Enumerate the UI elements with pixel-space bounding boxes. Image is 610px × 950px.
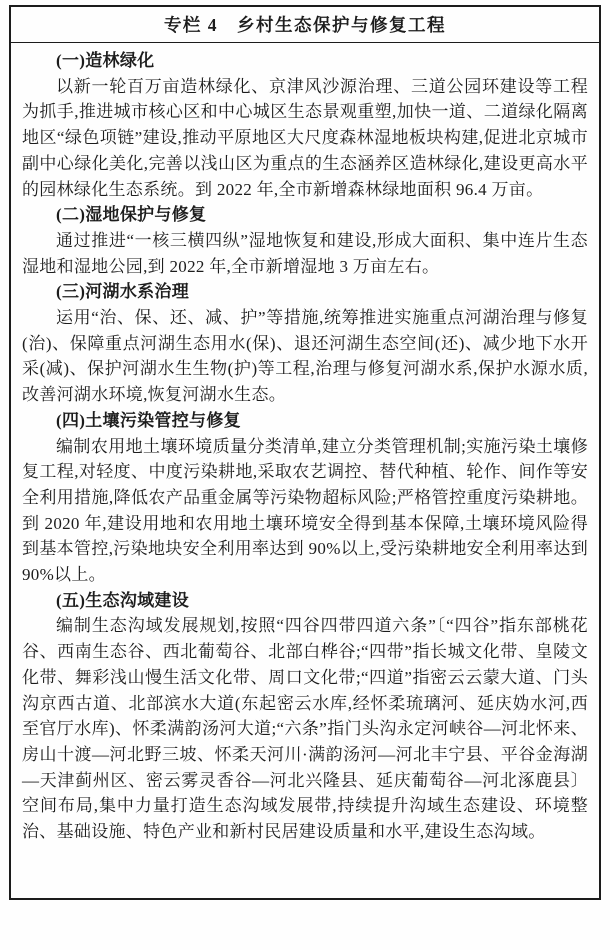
section-paragraph: 编制农用地土壤环境质量分类清单,建立分类管理机制;实施污染土壤修复工程,对轻度、中度污染耕地,采取农艺调控、替代种植、轮作、间作等安全利用措施,降低农产品重金属等污染物超标风险;严格管控重度污染耕地。到 2020 年,建设用地和农用地土壤环境安全得到基本保障,土壤环境风险得到基本管控,污染地块安全利用率达到 90%以上,受污染耕地安全利用率达到 90%以上。 <box>22 436 588 585</box>
section-paragraph: 编制生态沟域发展规划,按照“四谷四带四道六条”〔“四谷”指东部桃花谷、西南生态谷、西北葡萄谷、北部白桦谷;“四带”指长城文化带、皇陵文化带、舞彩浅山慢生活文化带、周口文化带;“四道”指密云云蒙大道、门头沟京西古道、北部滨水大道(东起密云水库,经怀柔琉璃河、延庆妫水河,西至官厅水库)、怀柔满韵汤河大道;“六条”指门头沟永定河峡谷—河北怀来、房山十渡—河北野三坡、怀柔天河川·满韵汤河—河北丰宁县、平谷金海湖—天津蓟州区、密云雾灵香谷—河北兴隆县、延庆葡萄谷—河北涿鹿县〕空间布局,集中力量打造生态沟域发展带,持续提升沟域生态建设、环境整治、基础设施、特色产业和新村民居建设质量和水平,建设生态沟域。 <box>22 616 588 842</box>
box-body <box>11 43 599 845</box>
section-heading: (三)河湖水系治理 <box>56 282 190 302</box>
section <box>22 279 588 408</box>
section-heading: (一)造林绿化 <box>56 51 155 70</box>
section-paragraph: 运用“治、保、还、减、护”等措施,统筹推进实施重点河湖治理与修复(治)、保障重点河湖生态用水(保)、退还河湖生态空间(还)、减少地下水开采(减)、保护河湖水生生物(护)等工程,治理与修复河湖水系,保护水源水质,改善河湖水环境,恢复河湖水生态。 <box>22 308 588 405</box>
column-box <box>9 5 601 900</box>
section-paragraph: 通过推进“一核三横四纵”湿地恢复和建设,形成大面积、集中连片生态湿地和湿地公园,到 2022 年,全市新增湿地 3 万亩左右。 <box>22 230 588 276</box>
section-heading: (二)湿地保护与修复 <box>56 205 207 225</box>
section-paragraph: 以新一轮百万亩造林绿化、京津风沙源治理、三道公园环建设等工程为抓手,推进城市核心区和中心城区生态景观重塑,加快一道、二道绿化隔离地区“绿色项链”建设,推动平原地区大尺度森林湿地板块构建,促进北京城市副中心绿化美化,完善以浅山区为重点的生态涵养区造林绿化,建设更高水平的园林绿化生态系统。到 2022 年,全市新增森林绿地面积 96.4 万亩。 <box>22 76 588 199</box>
section <box>22 408 588 588</box>
box-title: 专栏 4 乡村生态保护与修复工程 <box>11 7 599 43</box>
section <box>22 202 588 279</box>
section <box>22 588 588 845</box>
section <box>22 48 588 202</box>
section-heading: (四)土壤污染管控与修复 <box>56 410 241 430</box>
section-heading: (五)生态沟域建设 <box>56 590 190 610</box>
